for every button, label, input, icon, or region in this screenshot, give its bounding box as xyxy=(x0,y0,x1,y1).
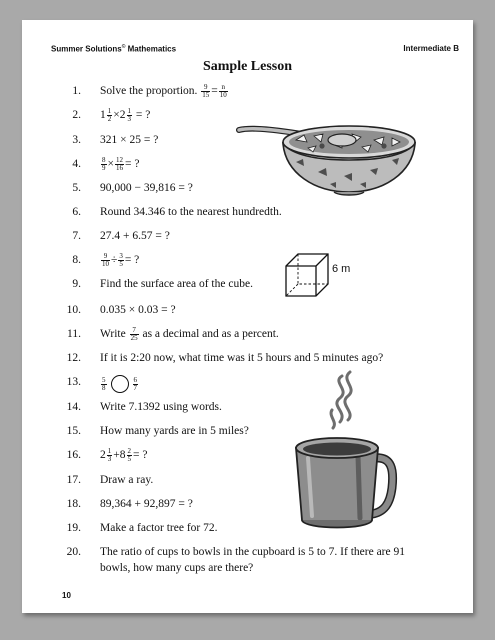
book-title: Summer Solutions© Mathematics xyxy=(51,44,177,54)
coffee-mug-icon xyxy=(288,370,400,535)
worksheet-page: Summer Solutions© Mathematics Intermediate B Sample Lesson 1. Solve the proportion. $\frac{9}{15}$ = $\frac{n}{10}$ 2. 1 $\frac{1}{2}$ ×2 $\frac{1}{3}$ = ? 3. 321 × 25 = ? 4. $\frac{8}{9}$ × $\frac{12}{16}$ = ? 5. 90,000 − 39,816 = ? 6. Round 34.346 to the nearest hundredth. 7. 27.4 + 6.57 = ? 8. $\frac{9}{10}$ ÷ $\frac{3}{5}$ = ? 9. Find the surface area of the cube. 10. 0.035 × 0.03 = ? 11. Write $\frac{7}{25}$ as a decimal and as a percent. 12. If it is 2:20 now, what time was it 5 hours and 5 minutes ago? 13. $\frac{5}{8}$ $\frac{6}{7}$ 14. Write 7.1392 using words. 15. How many yards are in 5 miles? 16. 2 $\frac{1}{3}$ +8 $\frac{2}{5}$ = ? 17. Draw a ray. 18. 89,364 + 92,897 = ? 19. Make a factor tree for 72. 20. The ratio of cups to bowls in the cupboard is 5 to 7. If there are 91 bowls, how many cups are there? 6 m 10 xyxy=(22,20,473,613)
lesson-title: Sample Lesson xyxy=(202,59,293,74)
cereal-bowl-icon xyxy=(234,118,419,198)
fraction: $\frac{n}{10}$ xyxy=(219,83,227,99)
book-level: Intermediate B xyxy=(403,44,459,53)
cube-side-label: 6 m xyxy=(332,263,351,275)
compare-circle xyxy=(111,375,129,393)
page-number: 10 xyxy=(62,591,71,600)
fraction: $\frac{9}{15}$ xyxy=(202,83,210,99)
